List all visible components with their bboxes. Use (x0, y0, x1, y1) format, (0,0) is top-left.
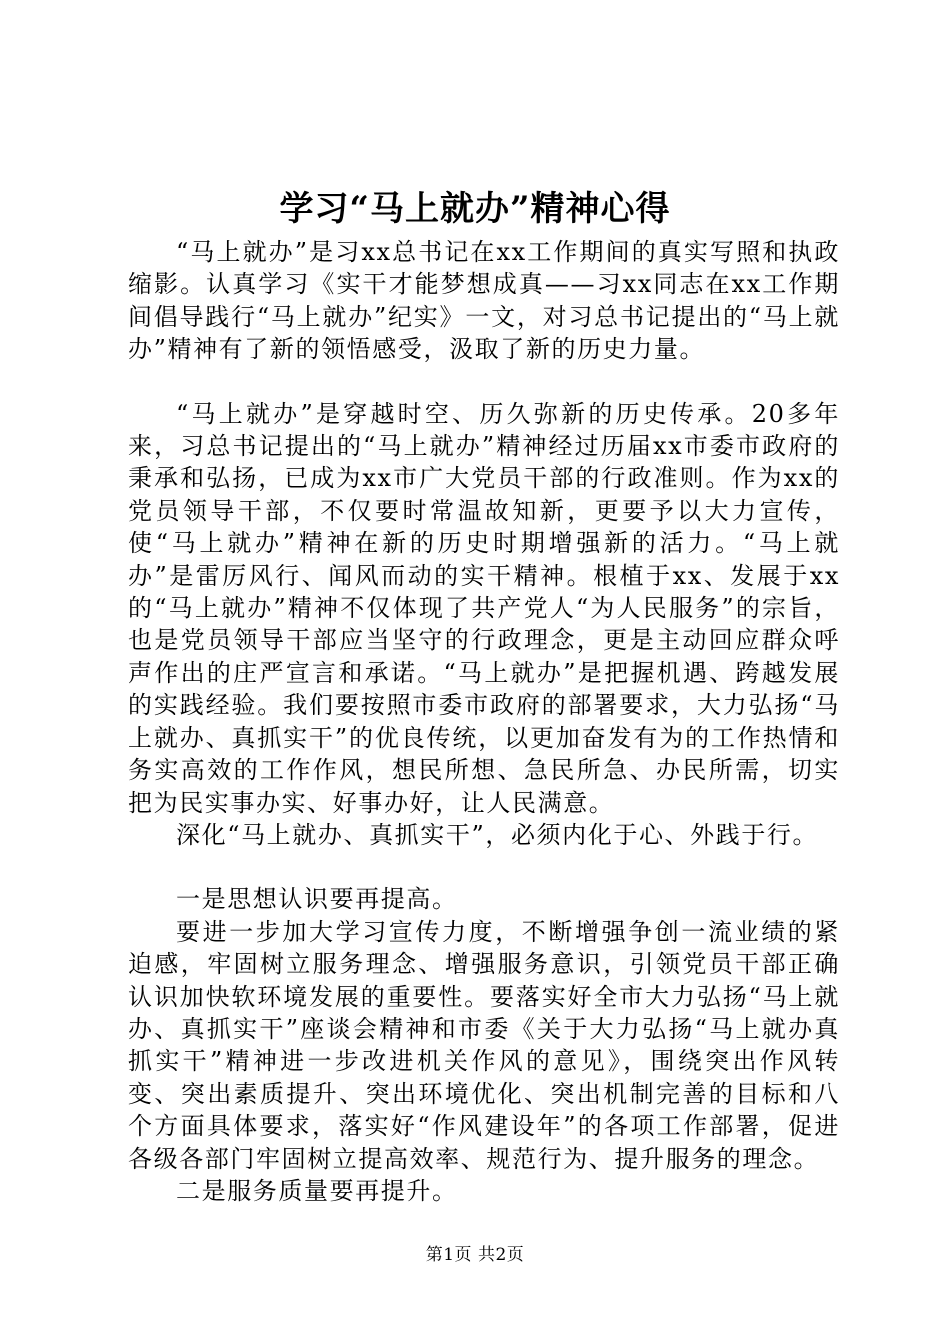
paragraph-spacer (128, 851, 840, 883)
heading-point-two: 二是服务质量要再提升。 (176, 1176, 458, 1205)
paragraph-spacer (128, 366, 840, 398)
paragraph-history: “马上就办”是穿越时空、历久弥新的历史传承。20多年来，习总书记提出的“马上就办”精神经过历届xx市委市政府的秉承和弘扬，已成为xx市广大党员干部的行政准则。作为xx的党员领导干部，不仅要时常温故知新，更要予以大力宣传，使“马上就办”精神在新的历史时期增强新的活力。“马上就办”是雷厉风行、闻风而动的实干精神。根植于xx、发展于xx的“马上就办”精神不仅体现了共产党人“为人民服务”的宗旨，也是党员领导干部应当坚守的行政理念，更是主动回应群众呼声作出的庄严宣言和承诺。“马上就办”是把握机遇、跨越发展的实践经验。我们要按照市委市政府的部署要求，大力弘扬“马上就办、真抓实干”的优良传统，以更加奋发有为的工作热情和务实高效的工作作风，想民所想、急民所急、办民所需，切实把为民实事办实、好事办好，让人民满意。 (128, 399, 840, 817)
document-body (128, 236, 840, 1207)
page-footer: 第1页 共2页 (425, 1245, 525, 1265)
paragraph-intro: “马上就办”是习xx总书记在xx工作期间的真实写照和执政缩影。认真学习《实干才能梦想成真——习xx同志在xx工作期间倡导践行“马上就办”纪实》一文，对习总书记提出的“马上就办”精神有了新的领悟感受，汲取了新的历史力量。 (128, 238, 840, 364)
document-title: 学习“马上就办”精神心得 (279, 189, 671, 229)
paragraph-deepen: 深化“马上就办、真抓实干”，必须内化于心、外践于行。 (176, 820, 819, 849)
paragraph-point-one: 要进一步加大学习宣传力度，不断增强争创一流业绩的紧迫感，牢固树立服务理念、增强服务意识，引领党员干部正确认识加快软环境发展的重要性。要落实好全市大力弘扬“马上就办、真抓实干”座谈会精神和市委《关于大力弘扬“马上就办真抓实干”精神进一步改进机关作风的意见》，围绕突出作风转变、突出素质提升、突出环境优化、突出机制完善的目标和八个方面具体要求，落实好“作风建设年”的各项工作部署，促进各级各部门牢固树立提高效率、规范行为、提升服务的理念。 (128, 917, 840, 1173)
heading-point-one: 一是思想认识要再提高。 (176, 885, 458, 914)
